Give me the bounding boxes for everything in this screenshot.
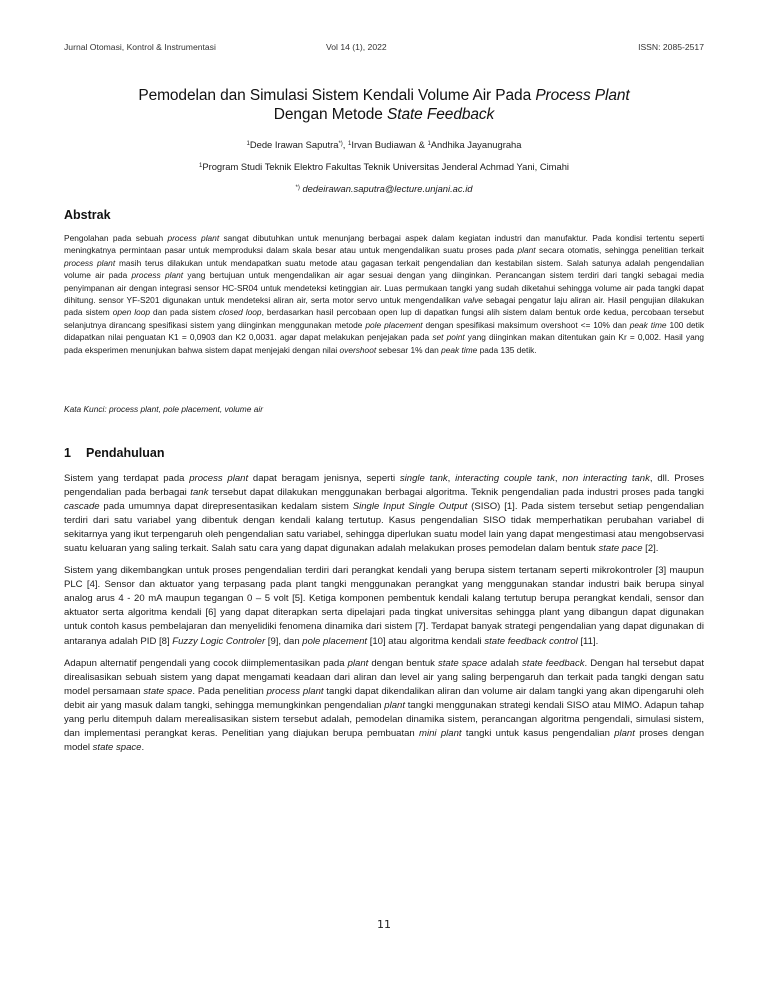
italic-term: state space	[92, 741, 142, 753]
italic-term: tank	[190, 487, 209, 499]
text-run: dengan bentuk	[368, 657, 438, 669]
text-run: secara otomatis, sehingga penelitian terkait	[535, 245, 705, 256]
text-run: pada umumnya dapat direpresentasikan kedalam sistem	[99, 501, 353, 513]
italic-term: closed loop	[218, 307, 262, 318]
italic-term: valve	[463, 295, 483, 306]
italic-term: plant	[384, 699, 405, 711]
author2-affil-mark: 1	[348, 141, 352, 147]
text-run: . Pada penelitian	[192, 685, 267, 697]
page-number: 11	[377, 918, 391, 931]
running-header	[64, 42, 704, 56]
text-run: dengan spesifikasi maksimum overshoot <= 10% dan	[422, 319, 630, 330]
italic-term: Fuzzy Logic Controler	[172, 635, 266, 647]
italic-term: overshoot	[339, 344, 377, 355]
paragraph	[64, 564, 704, 648]
author-1: Dede Irawan Saputra	[249, 139, 339, 150]
text-run: Sistem yang dikembangkan untuk proses pengendalian terdiri dari perangkat kendali yang berupa sistem tertanam seperti mikrokontroler [3] maupun PLC [4]. Sensor dan aktuator yang terpasang pada plant tangki menggunakan perangkat yang menggunakan standar industri baik berupa sinyal analog arus 4 - 20 mA maupun tegangan 0 – 5 volt [5]. Ketiga komponen pembentuk kendali kalang tertutup berupa perangkat kendali, sensor dan aktuator serta algoritma kendali [6] yang dapat diterapkan serta dipelajari pada tingkat universitas sehingga plant yang dibangun dapat digunakan untuk contoh kasus pembelajaran dan menyelidiki fenomena dinamika dari sistem [7]. Terdapat banyak strategi pengendalian yang dapat digunakan di antaranya adalah PID [8]	[64, 565, 704, 647]
italic-term: process plant	[266, 685, 324, 697]
author-list	[64, 138, 704, 151]
text-run: [2].	[642, 543, 659, 555]
corresponding-mark: *)	[338, 141, 343, 147]
keywords: Kata Kunci: process plant, pole placement, volume air	[64, 404, 263, 414]
text-run: [10] atau algoritma kendali	[367, 635, 485, 647]
text-run: ,	[554, 473, 563, 484]
section-title: Pendahuluan	[86, 446, 165, 460]
italic-term: state pace	[598, 543, 643, 555]
text-run: dapat beragam jenisnya, seperti	[248, 473, 400, 484]
section-heading	[64, 446, 164, 460]
italic-term: mini plant	[419, 727, 462, 739]
title-line1-italic: Process Plant	[535, 87, 630, 104]
italic-term: process plant	[64, 257, 116, 268]
italic-term: non interacting tank	[562, 473, 650, 484]
text-run: sangat dibutuhkan untuk menunjang berbagai aspek dalam kegiatan industri dan manufaktur. Pada kondisi tertentu seperti meningkatnya permintaan pasar untuk memproduksi dalam skala besar atau untuk mengendalikan suatu proses pada	[64, 233, 704, 256]
affiliation	[40, 160, 728, 173]
italic-term: open loop	[112, 307, 151, 318]
paragraph	[64, 472, 704, 556]
text-run: Pengolahan pada sebuah	[64, 233, 168, 243]
text-run: (SISO) [1]. Pada sistem tersebut setiap pengendalian terdiri dari satu variabel yang dibentuk dengan kendali kalang tertutup. Kasus pengendalian SISO tidak memperhatikan perubahan variabel di sekitarnya yang ikut terpengaruh oleh pengendalian satu variabel, sehingga diperlukan suatu model lain yang dapat mengestimasi atau mengobservasi suatu keluaran yang saling terkait. Salah satu cara yang dapat digunakan adalah melakukan proses pemodelan dalam bentuk	[64, 501, 704, 555]
affiliation-mark: 1	[199, 163, 203, 169]
abstract-body	[64, 232, 704, 356]
text-run: tersebut dapat dilakukan menggunakan berbagai algoritma. Teknik pengendalian pada industri proses pada tangki	[208, 487, 704, 499]
author3-affil-mark: 1	[427, 141, 431, 147]
italic-term: plant	[347, 657, 369, 669]
italic-term: peak time	[629, 319, 667, 330]
text-run: sebagai pengatur laju aliran air. Hasil pengujian dilakukan pada sistem	[64, 295, 704, 318]
italic-term: Single Input Single Output	[352, 501, 468, 513]
italic-term: process plant	[167, 233, 220, 243]
text-run: yang diinginkan makan ditentukan gain Kr = 0,002. Hasil yang pada eksperimen menunjukan bahwa sistem dapat menjejaki dengan nilai	[64, 332, 704, 355]
italic-term: state space	[143, 685, 193, 697]
text-run: dan pada sistem	[150, 307, 219, 318]
italic-term: interacting couple tank	[455, 473, 555, 484]
italic-term: pole placement	[365, 319, 423, 330]
text-run: Adapun alternatif pengendali yang cocok diimplementasikan pada	[64, 657, 348, 669]
author1-affil-mark: 1	[246, 141, 250, 147]
title-line2-italic: State Feedback	[387, 106, 495, 123]
text-run: proses dengan model	[64, 727, 705, 753]
abstract-heading: Abstrak	[64, 208, 111, 222]
paper-title	[64, 86, 704, 124]
text-run: .	[141, 741, 145, 753]
text-run: tangki untuk kasus pengendalian	[461, 727, 615, 739]
journal-volume: Vol 14 (1), 2022	[326, 42, 387, 52]
text-run: . Dengan hal tersebut dapat direalisasikan sebuah sistem yang dapat mengamati keadaan dari aliran dan level air yang saling berpengaruh dan terkait pada tangki dengan satu model persamaan	[64, 657, 704, 697]
paragraph	[64, 657, 704, 755]
text-run: masih terus dilakukan untuk mendapatkan suatu metode atau gagasan terkait pengendalian dan kestabilan sistem. Salah satunya adalah pengendalian volume air pada	[64, 257, 704, 281]
journal-issn: ISSN: 2085-2517	[638, 42, 704, 52]
title-line1-text: Pemodelan dan Simulasi Sistem Kendali Volume Air Pada	[138, 87, 536, 104]
email-link[interactable]: dedeirawan.saputra@lecture.unjani.ac.id	[299, 183, 473, 194]
italic-term: process plant	[189, 473, 249, 484]
italic-term: plant	[614, 727, 635, 739]
title-line2-text: Dengan Metode	[273, 106, 388, 123]
italic-term: state space	[438, 657, 488, 669]
italic-term: pole placement	[302, 635, 368, 647]
section-body	[64, 472, 704, 763]
italic-term: cascade	[64, 501, 100, 513]
italic-term: single tank	[399, 473, 448, 484]
text-run: 100 detik didapatkan nilai penguatan K1 = 0,0903 dan K2 0,0031. agar dapat melakukan penjejakan pada	[64, 319, 704, 343]
text-run: tangki dapat dikendalikan aliran dan volume air dalam tangki yang akan dipengaruhi oleh debit air yang masuk dalam tangki, sehingga memungkinkan pengendalian	[64, 685, 704, 711]
italic-term: set point	[432, 332, 465, 343]
affiliation-text: Program Studi Teknik Elektro Fakultas Teknik Universitas Jenderal Achmad Yani, Cimahi	[202, 161, 569, 172]
text-run: tangki menggunakan strategi kendali SISO atau MIMO. Adapun tahap yang perlu ditempuh dalam merealisasikan sistem tersebut adalah, pemodelan dinamika sistem, perancangan algoritma pengendali, simulasi sistem, dan implementasi perangkat keras. Penelitian yang diajukan berupa pembuatan	[64, 699, 704, 739]
italic-term: process plant	[131, 270, 184, 281]
text-run: [11].	[577, 635, 599, 647]
corresponding-email	[64, 182, 704, 195]
text-run: [9], dan	[265, 635, 303, 647]
journal-name: Jurnal Otomasi, Kontrol & Instrumentasi	[64, 42, 216, 52]
italic-term: peak time	[441, 344, 478, 355]
italic-term: state feedback	[522, 657, 585, 669]
text-run: sebesar 1% dan	[376, 344, 442, 355]
text-run: yang bertujuan untuk mengendalikan air agar sesuai dengan yang diinginkan. Perancangan sistem terdiri dari tangki sebagai media penyimpanan air dengan integrasi sensor HC-SR04 untuk mendeteksi ketinggian air. Luas permukaan tangki yang sudah diketahui sehingga volume air pada tangki dapat dihitung. sensor YF-S201 digunakan untuk mendeteksi aliran air, serta motor servo untuk mengendalikan	[64, 270, 705, 306]
author-2: Irvan Budiawan &	[351, 139, 428, 150]
text-run: , dll. Proses pengendalian pada berbagai	[64, 473, 705, 499]
text-run: adalah	[487, 657, 523, 669]
text-run: Sistem yang terdapat pada	[64, 473, 190, 484]
author-3: Andhika Jayanugraha	[430, 139, 522, 150]
text-run: pada 135 detik.	[477, 344, 537, 355]
author-separator: ,	[342, 139, 349, 150]
text-run: , berdasarkan hasil percobaan open lup di dapatkan fungsi alih sistem dalam bentuk orde kedua, percobaan tersebut selanjutnya dirancang spesifikasi sistem yang diinginkan menggunakan metode	[64, 307, 704, 330]
section-number: 1	[64, 446, 71, 460]
italic-term: plant	[517, 245, 536, 256]
italic-term: state feedback control	[484, 635, 578, 647]
email-mark: *)	[295, 185, 300, 191]
text-run: ,	[447, 473, 456, 484]
